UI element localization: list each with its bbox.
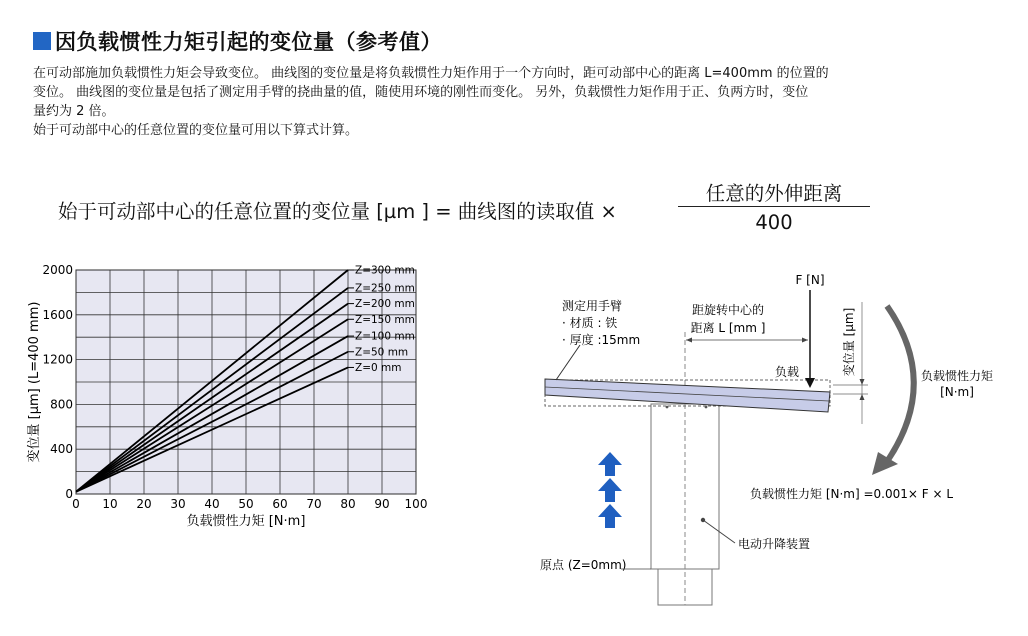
y-tick-label: 400 [50,442,73,457]
actuator-label: 电动升降装置 [738,537,811,551]
formula-fraction [678,178,870,234]
measurement-diagram [520,262,1028,636]
moment-label: 负载惯性力矩 [920,369,994,383]
x-axis-label: 负载惯性力矩 [N·m] [186,514,306,529]
series-label: Z=50 mm [355,346,409,359]
x-tick-label: 80 [340,497,356,511]
displacement-chart [0,262,440,537]
moment-formula: 负载惯性力矩 [N·m] =0.001× F × L [750,487,954,501]
fraction-bar [678,206,870,207]
series-label: Z=150 mm [355,313,415,326]
x-tick-label: 40 [204,497,220,511]
x-tick-label: 50 [238,497,254,511]
description-line: 变位。 曲线图的变位量是包括了测定用手臂的挠曲量的值，随使用环境的刚性而变化。 另外，负载惯性力矩作用于正、负两方时，变位 [33,85,809,100]
section-title-text: 因负载惯性力矩引起的变位量（参考值） [55,30,442,54]
description-line: 始于可动部中心的任意位置的变位量可用以下算式计算。 [33,123,359,138]
force-label: F [N] [795,273,825,287]
arm-label: 测定用手臂 [562,299,623,313]
description [33,64,1008,140]
x-tick-label: 20 [136,497,152,511]
series-label: Z=250 mm [355,282,415,295]
load-label: 负载 [775,365,800,379]
y-tick-label: 1600 [42,307,73,322]
displacement-arrow [860,394,865,400]
screw-dot [666,406,669,409]
dimension-arrow-right [802,338,808,343]
arm-leader-line [556,345,580,380]
force-arrow-head [805,378,815,388]
arm-thickness: · 厚度 :15mm [562,333,641,347]
up-arrow-icon [598,478,622,502]
x-tick-label: 60 [272,497,288,511]
displacement-label: 变位量 [µm] [842,307,856,377]
displacement-arrow [860,379,865,385]
arm-material: · 材质 : 铁 [562,316,618,330]
x-tick-label: 10 [102,497,118,511]
moment-unit-label: [N·m] [940,385,974,399]
formula-lhs: 始于可动部中心的任意位置的变位量 [µm ] = 曲线图的读取值 × [58,200,617,223]
series-label: Z=300 mm [355,264,415,277]
x-tick-label: 70 [306,497,322,511]
description-line: 量约为 2 倍。 [33,104,115,119]
series-label: Z=100 mm [355,330,415,343]
y-tick-label: 2000 [42,263,73,277]
x-tick-label: 100 [404,497,428,511]
x-tick-label: 30 [170,497,186,511]
distance-label: 距旋转中心的 [691,303,765,317]
x-tick-label: 90 [374,497,390,511]
y-tick-label: 1200 [42,352,73,367]
section-title [33,26,442,56]
dimension-arrow-left [686,338,692,343]
origin-label: 原点 (Z=0mm) [540,558,627,572]
formula-denominator: 400 [755,211,793,234]
title-marker-square [33,32,51,50]
lift-arrows [598,452,622,528]
series-label: Z=0 mm [355,361,402,374]
x-tick-label: 0 [72,497,80,511]
distance-label: 距离 L [mm ] [690,321,766,335]
series-label: Z=200 mm [355,298,415,311]
y-tick-label: 0 [65,487,73,501]
up-arrow-icon [598,504,622,528]
up-arrow-icon [598,452,622,476]
moment-arc [887,306,914,460]
y-axis-label: 变位量 [µm] (L=400 mm) [27,301,42,463]
description-line: 在可动部施加负载惯性力矩会导致变位。 曲线图的变位量是将负载惯性力矩作用于一个方向时，距可动部中心的距离 L=400mm 的位置的 [33,66,829,81]
y-tick-label: 800 [50,397,73,412]
formula-numerator: 任意的外伸距离 [705,182,843,205]
